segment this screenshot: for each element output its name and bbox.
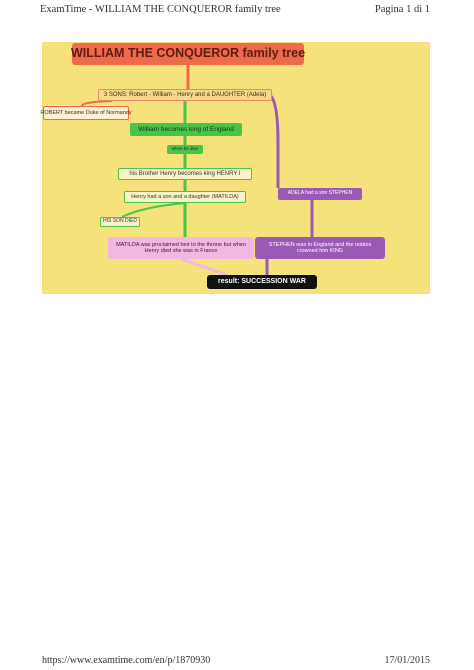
node-brother-henry: his Brother Henry becomes king HENRY I: [118, 168, 252, 180]
node-sons: 3 SONS: Robert - William - Henry and a DAUGHTER (Adela): [98, 89, 272, 101]
mind-map: [42, 42, 430, 294]
page-footer-date: 17/01/2015: [384, 655, 430, 666]
node-result: result: SUCCESSION WAR: [207, 275, 317, 289]
page-header-title: ExamTime - WILLIAM THE CONQUEROR family tree: [40, 4, 281, 15]
node-son-died: HIS SON DIED: [100, 217, 140, 227]
connector-adela: [270, 95, 278, 188]
connector-son-died: [122, 203, 185, 217]
node-robert: ROBERT became Duke of Normandy: [43, 106, 129, 120]
node-when-he-dies: when he dies: [167, 145, 203, 154]
map-title: WILLIAM THE CONQUEROR family tree: [72, 43, 304, 65]
node-matilda: MATILDA was proclaimed heir to the throne but when Henry died she was in France: [108, 237, 254, 259]
node-stephen: STEPHEN was in England and the nobles crowned him KING: [255, 237, 385, 259]
page-header-pagination: Pagina 1 di 1: [374, 4, 430, 15]
connector-matilda-result: [181, 259, 227, 275]
node-henry-children: Henry had a son and a daughter (MATILDA): [124, 191, 246, 203]
node-william: William becomes king of England: [130, 123, 242, 136]
page-footer-url: https://www.examtime.com/en/p/1870930: [42, 655, 211, 666]
node-adela: ADELA had a son STEPHEN: [278, 188, 362, 200]
